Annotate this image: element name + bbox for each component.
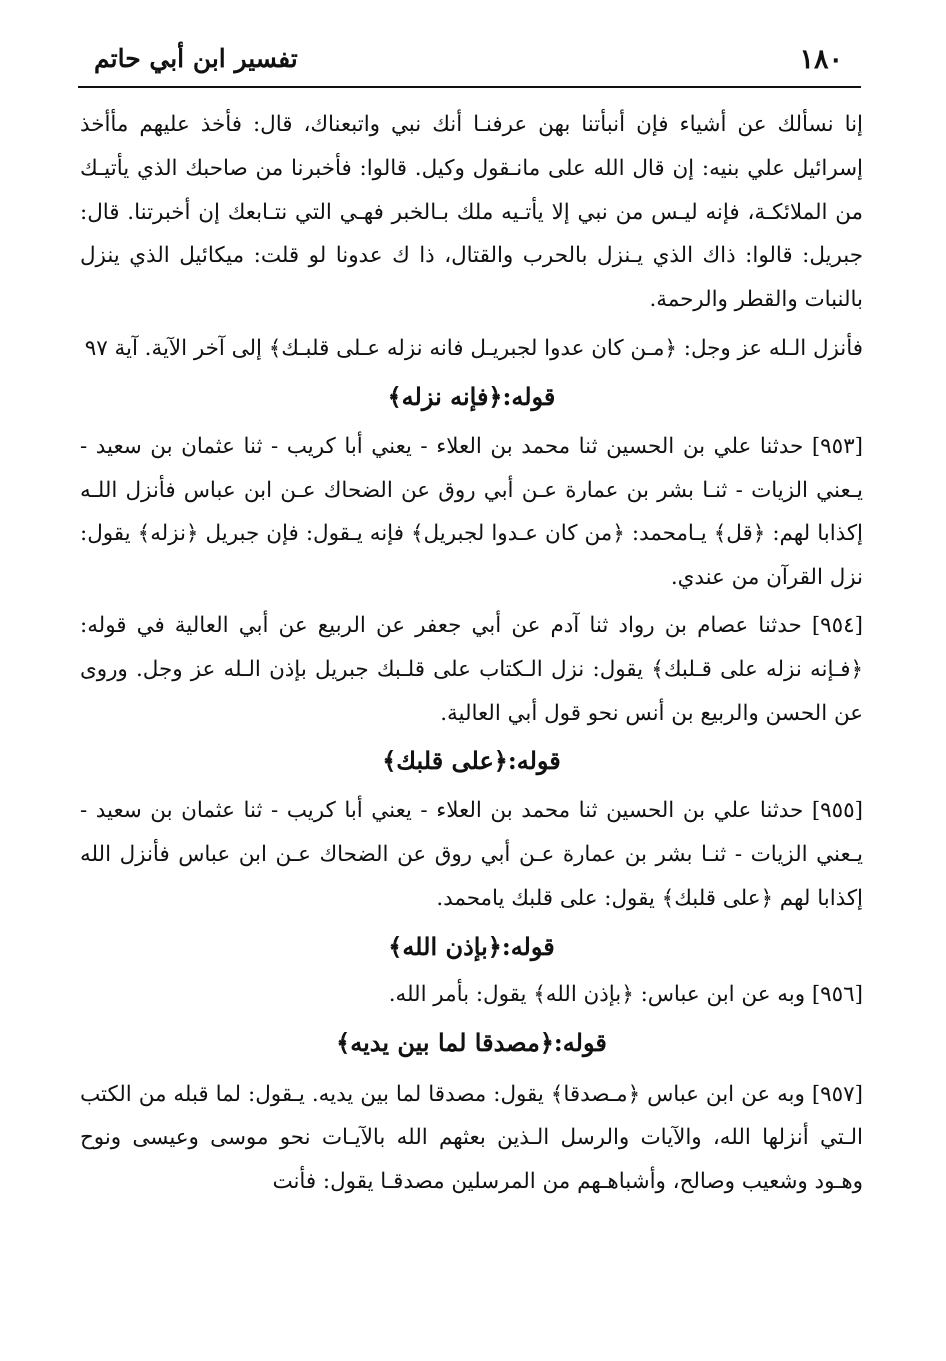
page-header [78,34,861,88]
header-divider [78,86,861,88]
section-heading-ala-qalbika: قوله:﴿على قلبك﴾ [382,746,561,776]
paragraph-revelation: فأنزل الـله عز وجل: ﴿مـن كان عدوا لجبريـل فانه نزله عـلى قلبـك﴾ إلى آخر الآية. آية ٩٧ [84,335,863,361]
page-number: ١٨٠ [799,44,843,75]
narration-955: [٩٥٥] حدثنا علي بن الحسين ثنا محمد بن العلاء - يعني أبا كريب - ثنا عثمان بن سعيد - يـعني الزيات - ثنـا بشر بن عمارة عـن أبي روق عن الضحاك عـن ابن عباس فأنزل الله إكذابا لهم ﴿على قلبك﴾ يقول: على قلبك يامحمد. [80,798,863,911]
narration-957: [٩٥٧] وبه عن ابن عباس ﴿مـصدقا﴾ يقول: مصدقا لما بين يديه. يـقول: لما قبله من الكتب الـتي أنزلها الله، والآيات والرسل الـذين بعثهم الله بالآيـات نحو موسى وعيسى ونوح وهـود وشعيب وصالح، وأشباهـهم من المرسلين مصدقـا يقول: فأنت [80,1081,863,1195]
page-body [80,103,863,1204]
section-heading-fainnahu-nazzalahu: قوله:﴿فإنه نزله﴾ [387,381,556,411]
paragraph-question: إنا نسألك عن أشياء فإن أنبأتنا بهن عرفنـا أنك نبي واتبعناك، قال: فأخذ عليهم مأأخذ إسرائيل علي بنيه: إن قال الله على مانـقول وكيل. قالوا: فأخبرنا من صاحبك الذي يأتيـك من الملائكـة، فإنه ليـس من نبي إلا يأتـيه ملك بـالخبر فهـي التي نتـابعك إن أخبرتنا. قال: جبريل: قالوا: ذاك الذي يـنزل بالحرب والقتال، ذا ك عدونا لو قلت: ميكائيل الذي ينزل بالنبات والقطر والرحمة. [80,112,863,313]
section-heading-musaddiqan: قوله:﴿مصدقا لما بين يديه﴾ [336,1027,607,1057]
narration-954: [٩٥٤] حدثنا عصام بن رواد ثنا آدم عن أبي جعفر عن الربيع عن أبي العالية في قوله: ﴿فـإنه نزله على قـلبك﴾ يقول: نزل الـكتاب على قلـبك جبريل بإذن الـله عز وجل. وروى عن الحسن والربيع بن أنس نحو قول أبي العالية. [80,612,863,726]
section-heading-bi-idhni-allah: قوله:﴿بإذن الله﴾ [388,931,555,961]
narration-953: [٩٥٣] حدثنا علي بن الحسين ثنا محمد بن العلاء - يعني أبا كريب - ثنا عثمان بن سعيد - يـعني الزيات - ثنـا بشر بن عمارة عـن أبي روق عن الضحاك عـن ابن عباس فأنزل اللـه إكذابا لهم: ﴿قل﴾ يـامحمد: ﴿من كان عـدوا لجبريل﴾ فإنه يـقول: فإن جبريل ﴿نزله﴾ يقول: نزل القرآن من عندي. [80,433,863,591]
narration-956: [٩٥٦] وبه عن ابن عباس: ﴿بإذن الله﴾ يقول: بأمر الله. [388,981,863,1007]
book-title: تفسير ابن أبي حاتم [94,44,298,73]
